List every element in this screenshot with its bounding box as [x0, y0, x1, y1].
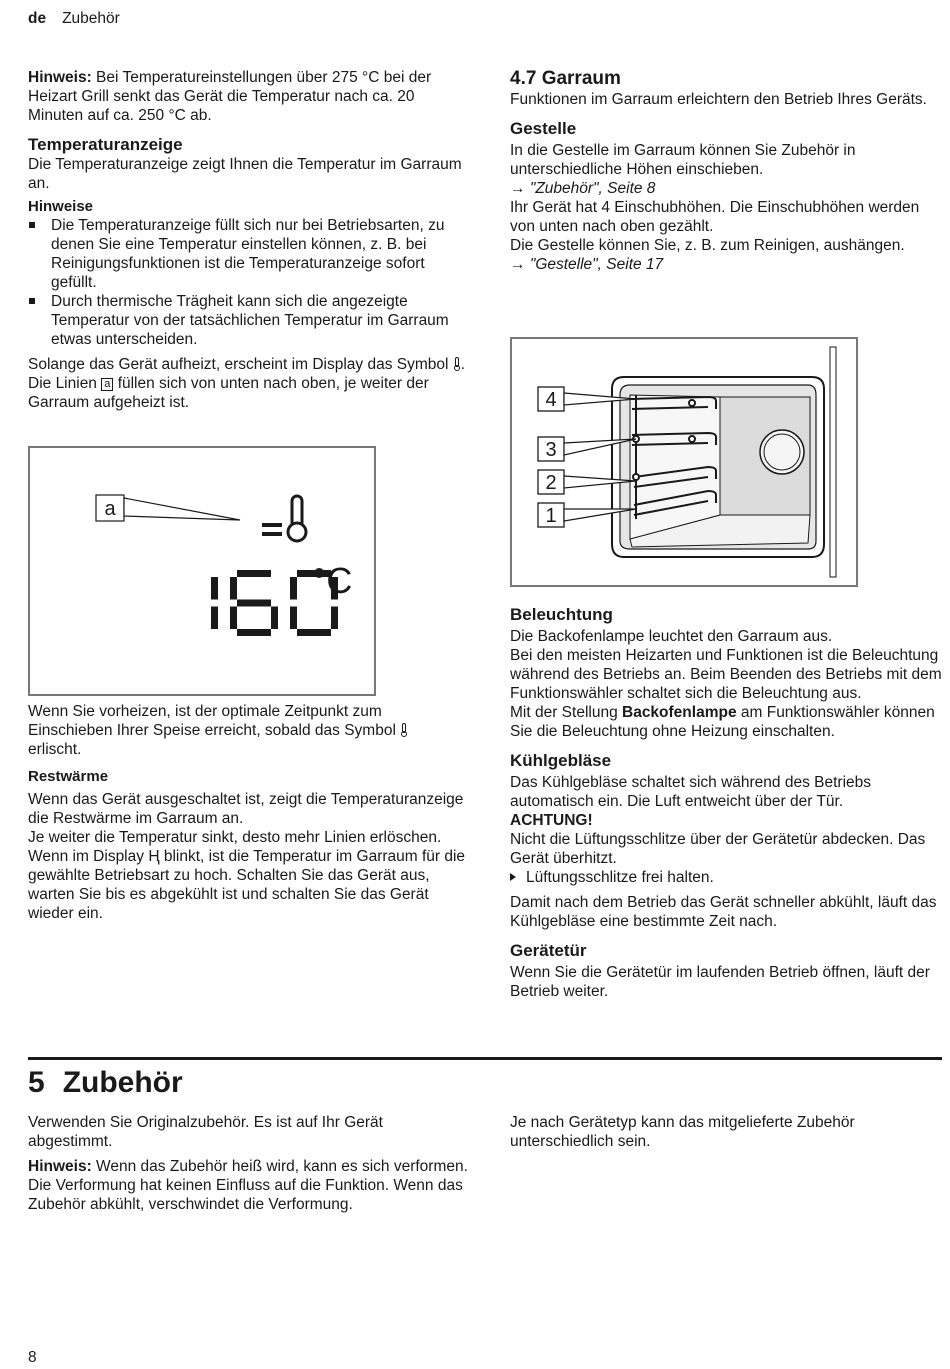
preheat-paragraph	[28, 702, 468, 759]
note-text: Bei Temperatureinstellungen über 275 °C bei der Heizart Grill senkt das Gerät die Temperatur nach ca. 20 Minuten auf ca. 250 °C ab.	[28, 69, 432, 124]
fan-p2: Nicht die Lüftungsschlitze über der Gerätetür abdecken. Das Gerät überhitzt.	[510, 831, 926, 867]
light-p2: Bei den meisten Heizarten und Funktionen ist die Beleuchtung während des Betriebs an. Beim Beenden des Betriebs mit dem Funktionswähler schaltet sich die Beleuchtung aus.	[510, 647, 942, 702]
digit-segment	[297, 629, 331, 636]
temperature-display-figure	[28, 446, 376, 696]
racks-p1: In die Gestelle im Garraum können Sie Zubehör in unterschiedliche Höhen einschieben.	[510, 142, 856, 178]
left-column-top	[28, 68, 468, 412]
callout-a	[96, 495, 240, 521]
rest-p1: Wenn das Gerät ausgeschaltet ist, zeigt die Temperaturanzeige die Restwärme im Garraum an.	[28, 791, 464, 827]
page-number: 8	[28, 1349, 37, 1366]
racks-p3: Die Gestelle können Sie, z. B. zum Reinigen, aushängen.	[510, 237, 905, 254]
callout-a-icon: a	[101, 378, 113, 391]
chapter-right-p1: Je nach Gerätetyp kann das mitgelieferte Zubehör unterschiedlich sein.	[510, 1114, 855, 1150]
temperature-unit: °C	[312, 560, 353, 601]
arrow-right-icon: →	[510, 256, 526, 273]
right-column-bottom	[510, 605, 942, 1001]
temperature-display-svg	[30, 448, 374, 694]
chapter-title: Zubehör	[62, 1066, 183, 1099]
digit-segment	[271, 607, 278, 630]
thermometer-display-icon	[288, 496, 306, 541]
digit-segment	[290, 577, 297, 600]
racks-link2[interactable]	[510, 255, 942, 274]
rest-p3-text: Wenn im Display	[28, 848, 145, 865]
thermometer-icon	[453, 357, 461, 371]
left-column-bottom	[28, 702, 468, 923]
rest-p3-text-2: blinkt, ist die Temperatur im Garraum für die gewählte Betriebsart zu hoch. Schalten Sie das Gerät aus, warten Sie bis es abgekühlt ist und schalten Sie das Gerät wieder ein.	[28, 848, 466, 922]
oven-racks-svg	[512, 339, 856, 585]
fan-heading: Kühlgebläse	[510, 751, 612, 770]
racks-link1[interactable]	[510, 179, 942, 198]
hot-symbol-icon: Ⱨ	[148, 848, 160, 865]
digit-segment	[237, 629, 271, 636]
light-heading: Beleuchtung	[510, 605, 613, 624]
rest-p3	[28, 847, 468, 923]
racks-heading: Gestelle	[510, 119, 577, 138]
chapter-number: 5	[28, 1066, 45, 1099]
temp-heading: Temperaturanzeige	[28, 135, 183, 154]
hints-heading: Hinweise	[28, 198, 94, 215]
language-code: de	[28, 10, 47, 27]
action-triangle-icon	[510, 873, 516, 881]
fan-warning: ACHTUNG!	[510, 812, 593, 829]
light-p3-text-2: am Funktionswähler können Sie die Beleuchtung ohne Heizung einschalten.	[510, 704, 935, 740]
chapter-note	[28, 1157, 468, 1214]
door-heading: Gerätetür	[510, 941, 587, 960]
chapter-p1: Verwenden Sie Originalzubehör. Es ist auf Ihr Gerät abgestimmt.	[28, 1114, 383, 1150]
running-header	[28, 9, 120, 28]
digit-segment	[230, 577, 237, 600]
heatup-text: Solange das Gerät aufheizt, erscheint im Display das Symbol	[28, 356, 449, 373]
light-p1: Die Backofenlampe leuchtet den Garraum aus.	[510, 628, 833, 645]
heatup-lines-text-2: füllen sich von unten nach oben, je weiter der Garraum aufgeheizt ist.	[28, 375, 429, 411]
digit-segment	[211, 607, 218, 630]
fan-p3: Damit nach dem Betrieb das Gerät schneller abkühlt, läuft das Kühlgebläse eine bestimmte Zeit nach.	[510, 894, 937, 930]
fan-p1: Das Kühlgebläse schaltet sich während des Betriebs automatisch ein. Die Luft entweicht über der Tür.	[510, 774, 872, 810]
arrow-right-icon: →	[510, 180, 526, 197]
rack-level-label: 1	[545, 505, 557, 527]
heat-lines-icon	[262, 523, 282, 536]
digit-segment	[211, 577, 218, 600]
chapter-left-column	[28, 1113, 468, 1214]
door-p1: Wenn Sie die Gerätetür im laufenden Betrieb öffnen, läuft der Betrieb weiter.	[510, 964, 930, 1000]
callout-a-label: a	[104, 498, 116, 520]
digit-segment	[237, 570, 271, 577]
header-section: Zubehör	[62, 10, 120, 27]
temp-intro: Die Temperaturanzeige zeigt Ihnen die Temperatur im Garraum an.	[28, 156, 462, 192]
rack-level-label: 3	[545, 439, 557, 461]
rack-level-label: 2	[545, 472, 557, 494]
racks-p2: Ihr Gerät hat 4 Einschubhöhen. Die Einschubhöhen werden von unten nach oben gezählt.	[510, 199, 920, 235]
light-p3	[510, 703, 942, 741]
hint-item: Die Temperaturanzeige füllt sich nur bei Betriebsarten, zu denen Sie eine Temperatur einstellen können, z. B. bei Reinigungsfunktionen ist die Temperaturanzeige sofort gefüllt.	[28, 216, 468, 292]
chapter-note-label: Hinweis:	[28, 1158, 92, 1175]
light-p3-bold: Backofenlampe	[622, 704, 737, 721]
chapter-right-column	[510, 1113, 942, 1151]
section-heading: 4.7 Garraum	[510, 68, 621, 89]
heatup-lines-text: Die Linien	[28, 375, 97, 392]
fan-action-text: Lüftungsschlitze frei halten.	[526, 869, 714, 886]
chapter-note-text: Wenn das Zubehör heiß wird, kann es sich verformen. Die Verformung hat keinen Einfluss auf die Funktion. Wenn das Zubehör abkühlt, verschwindet die Verformung.	[28, 1158, 468, 1213]
digit-segment	[290, 607, 297, 630]
heatup-period: .	[460, 356, 466, 373]
light-p3-text: Mit der Stellung	[510, 704, 622, 721]
digit-segment	[331, 607, 338, 630]
fan-action	[510, 868, 942, 887]
thermometer-icon	[400, 723, 408, 737]
rest-p2: Je weiter die Temperatur sinkt, desto mehr Linien erlöschen.	[28, 829, 442, 846]
digit-segment	[237, 600, 271, 607]
hints-list	[28, 216, 468, 349]
section-intro: Funktionen im Garraum erleichtern den Betrieb Ihres Geräts.	[510, 91, 927, 108]
chapter-heading	[28, 1064, 183, 1102]
right-column-top	[510, 68, 942, 274]
rack-level-label: 4	[545, 389, 557, 411]
hint-item: Durch thermische Trägheit kann sich die angezeigte Temperatur von der tatsächlichen Temperatur im Garraum etwas unterscheiden.	[28, 292, 468, 349]
oven-racks-figure	[510, 337, 858, 587]
note-paragraph	[28, 68, 468, 125]
digit-segment	[230, 607, 237, 630]
chapter-rule	[28, 1057, 942, 1060]
heatup-paragraph	[28, 355, 468, 412]
preheat-text-end: erlischt.	[28, 741, 82, 758]
racks-link2-text[interactable]: "Gestelle", Seite 17	[529, 256, 664, 273]
rest-heading: Restwärme	[28, 768, 109, 785]
note-label: Hinweis:	[28, 69, 92, 86]
racks-link1-text[interactable]: "Zubehör", Seite 8	[529, 180, 656, 197]
preheat-text: Wenn Sie vorheizen, ist der optimale Zeitpunkt zum Einschieben Ihrer Speise erreicht, sobald das Symbol	[28, 703, 396, 739]
